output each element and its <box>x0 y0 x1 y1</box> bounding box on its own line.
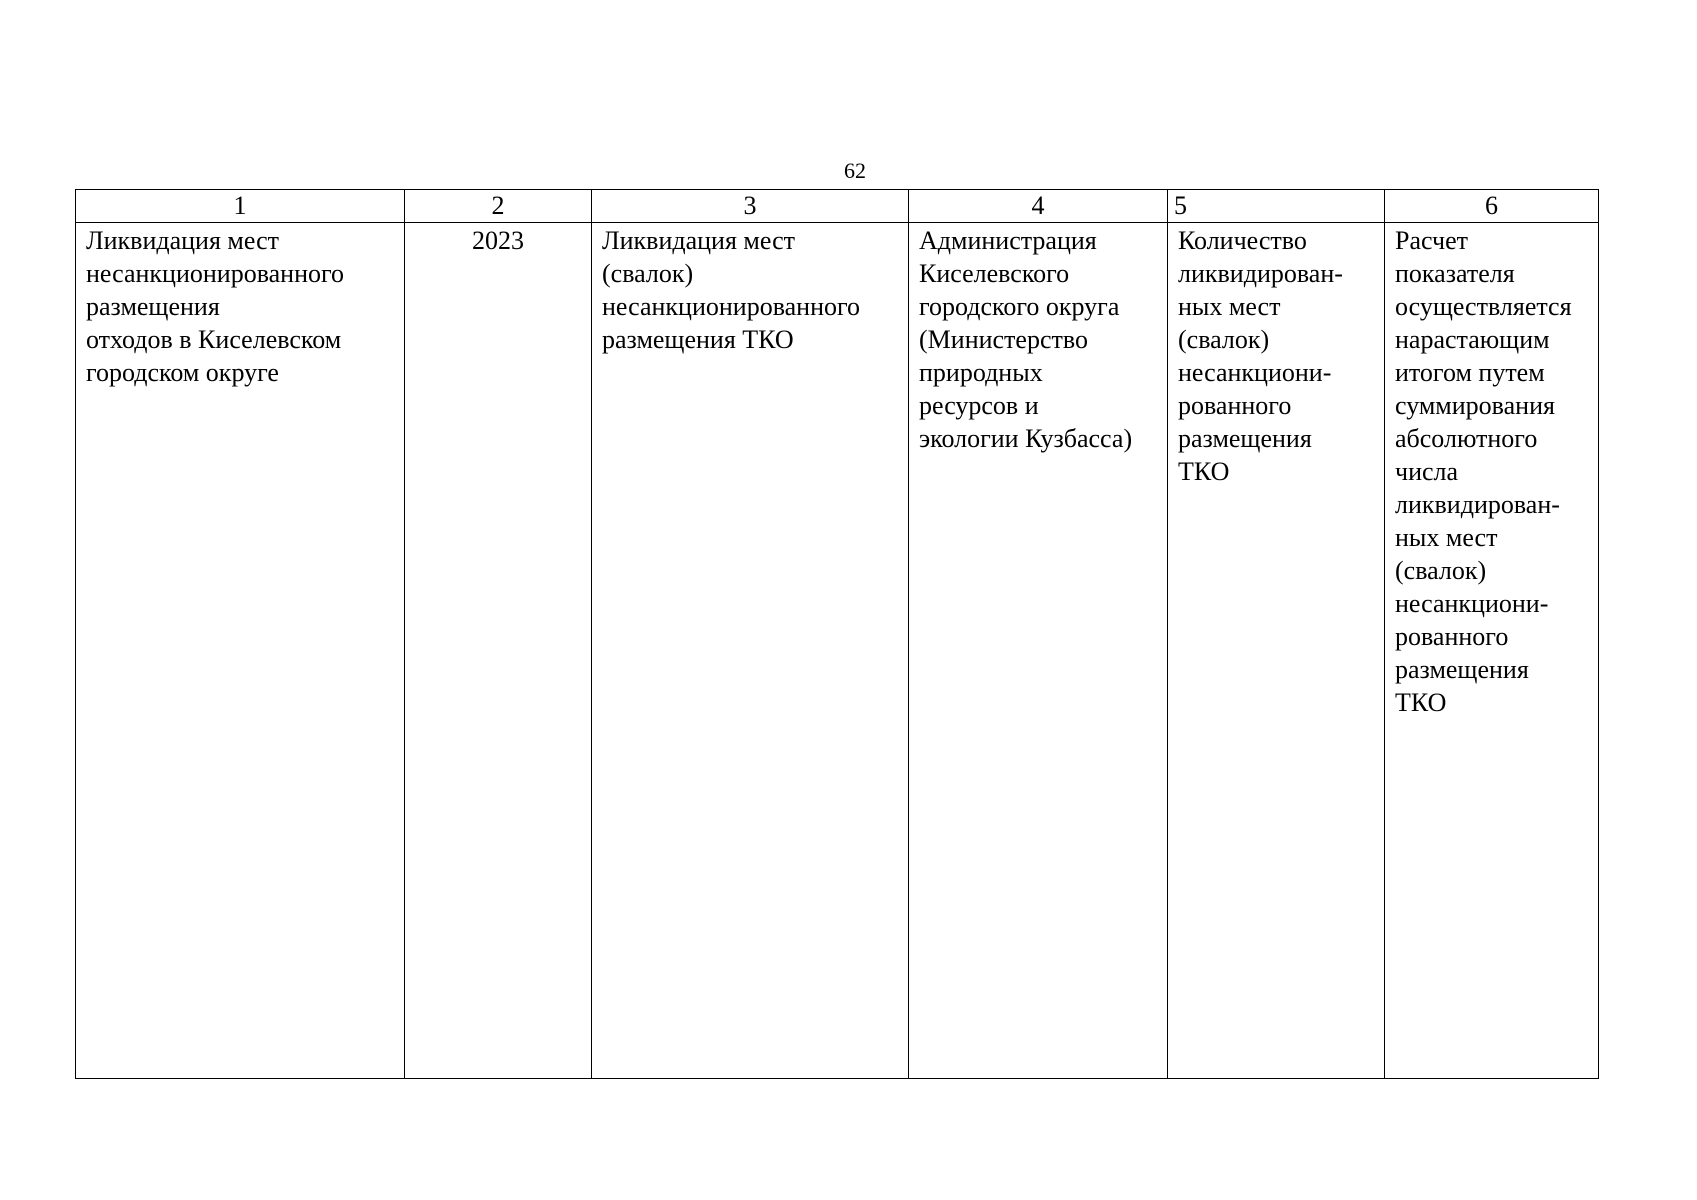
cell-text-line: ликвидирован- <box>1395 490 1560 519</box>
cell-calculation <box>1385 223 1599 1079</box>
cell-responsible <box>909 223 1168 1079</box>
cell-text-line: размещения <box>1395 655 1529 684</box>
cell-text-line: Ликвидация мест <box>602 226 795 255</box>
cell-text-line: Расчет <box>1395 226 1468 255</box>
column-header-6: 6 <box>1385 190 1599 223</box>
cell-year <box>405 223 592 1079</box>
cell-text-line: ресурсов и <box>919 391 1039 420</box>
column-header-5: 5 <box>1168 190 1385 223</box>
table-row <box>76 223 1599 1079</box>
cell-text-line: числа <box>1395 457 1459 486</box>
cell-event-name <box>76 223 405 1079</box>
cell-text-line: ТКО <box>1178 457 1230 486</box>
cell-text-line: показателя <box>1395 259 1515 288</box>
cell-text-line: размещения ТКО <box>602 325 794 354</box>
cell-indicator <box>1168 223 1385 1079</box>
cell-text-line: ных мест <box>1395 523 1498 552</box>
cell-text-line: 2023 <box>472 226 524 255</box>
cell-text-line: нарастающим <box>1395 325 1550 354</box>
cell-result <box>592 223 909 1079</box>
cell-text-line: (свалок) <box>1178 325 1270 354</box>
cell-text-line: несанкционированного <box>86 259 345 288</box>
column-header-4: 4 <box>909 190 1168 223</box>
cell-text-line: несанкциони- <box>1178 358 1332 387</box>
cell-text-line: несанкциони- <box>1395 589 1549 618</box>
cell-text-line: размещения <box>1178 424 1312 453</box>
cell-text-line: ТКО <box>1395 688 1447 717</box>
cell-text-line: (свалок) <box>602 259 694 288</box>
cell-text-line: Количество <box>1178 226 1307 255</box>
cell-text-line: рованного <box>1178 391 1292 420</box>
column-header-3: 3 <box>592 190 909 223</box>
cell-text-line: городского округа <box>919 292 1120 321</box>
cell-text-line: отходов в Киселевском <box>86 325 342 354</box>
document-table <box>75 189 1599 1079</box>
cell-text-line: городском округе <box>86 358 279 387</box>
cell-text-line: рованного <box>1395 622 1509 651</box>
cell-text-line: Киселевского <box>919 259 1070 288</box>
cell-text-line: (свалок) <box>1395 556 1487 585</box>
cell-text-line: несанкционированного <box>602 292 861 321</box>
column-header-2: 2 <box>405 190 592 223</box>
cell-text-line: Ликвидация мест <box>86 226 279 255</box>
column-header-1: 1 <box>76 190 405 223</box>
cell-text-line: экологии Кузбасса) <box>919 424 1133 453</box>
cell-text-line: природных <box>919 358 1043 387</box>
cell-text-line: (Министерство <box>919 325 1088 354</box>
cell-text-line: абсолютного <box>1395 424 1538 453</box>
table-header-row <box>76 190 1599 223</box>
cell-text-line: Администрация <box>919 226 1097 255</box>
cell-text-line: итогом путем <box>1395 358 1545 387</box>
page-number: 62 <box>844 158 866 183</box>
cell-text-line: суммирования <box>1395 391 1555 420</box>
cell-text-line: осуществляется <box>1395 292 1572 321</box>
cell-text-line: размещения <box>86 292 220 321</box>
cell-text-line: ликвидирован- <box>1178 259 1343 288</box>
cell-text-line: ных мест <box>1178 292 1281 321</box>
